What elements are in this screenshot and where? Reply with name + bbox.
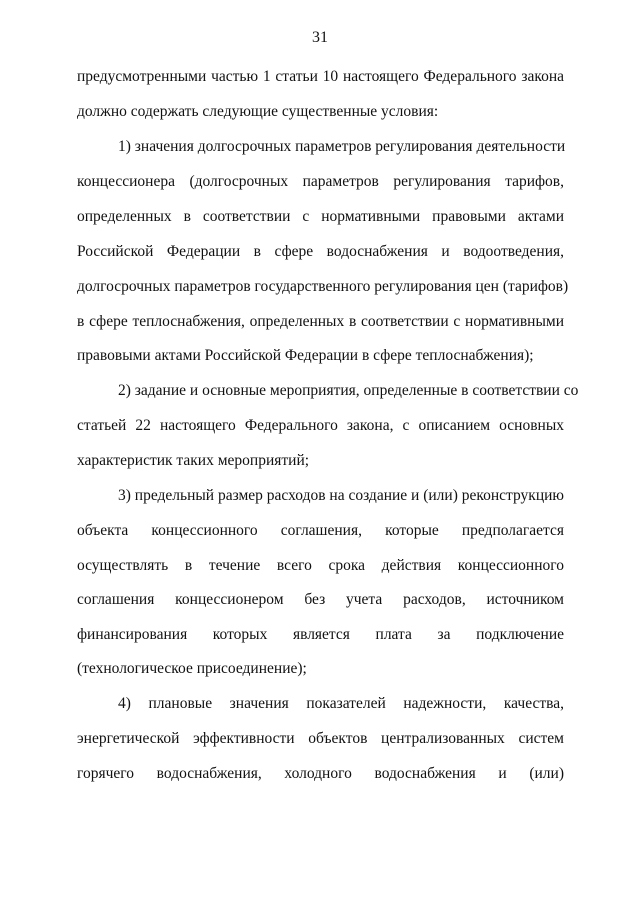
text-line: характеристик таких мероприятий; bbox=[77, 452, 310, 469]
text-line: осуществлять в течение всего срока действия концессионного bbox=[77, 557, 564, 574]
text-line: 3) предельный размер расходов на создание и (или) реконструкцию bbox=[118, 487, 564, 504]
text-line: (технологическое присоединение); bbox=[77, 660, 307, 677]
text-line: Российской Федерации в сфере водоснабжения и водоотведения, bbox=[77, 243, 564, 260]
text-line: соглашения концессионером без учета расходов, источником bbox=[77, 591, 564, 608]
text-line: финансирования которых является плата за подключение bbox=[77, 626, 564, 643]
text-line: в сфере теплоснабжения, определенных в соответствии с нормативными bbox=[77, 313, 564, 330]
text-line: объекта концессионного соглашения, которые предполагается bbox=[77, 522, 564, 539]
text-line: 2) задание и основные мероприятия, определенные в соответствии со bbox=[118, 382, 579, 399]
text-line: 1) значения долгосрочных параметров регулирования деятельности bbox=[118, 138, 566, 155]
text-line: определенных в соответствии с нормативными правовыми актами bbox=[77, 208, 564, 225]
text-line: правовыми актами Российской Федерации в сфере теплоснабжения); bbox=[77, 347, 534, 364]
text-line: энергетической эффективности объектов централизованных систем bbox=[77, 730, 564, 747]
text-line: горячего водоснабжения, холодного водоснабжения и (или) bbox=[77, 765, 564, 782]
text-line: статьей 22 настоящего Федерального закона, с описанием основных bbox=[77, 417, 564, 434]
text-line: 4) плановые значения показателей надежности, качества, bbox=[118, 695, 564, 712]
text-line: долгосрочных параметров государственного регулирования цен (тарифов) bbox=[77, 278, 569, 295]
text-line: должно содержать следующие существенные условия: bbox=[77, 103, 439, 120]
page-number: 31 bbox=[312, 29, 328, 46]
text-line: предусмотренными частью 1 статьи 10 настоящего Федерального закона bbox=[77, 68, 564, 85]
text-line: концессионера (долгосрочных параметров регулирования тарифов, bbox=[77, 173, 564, 190]
